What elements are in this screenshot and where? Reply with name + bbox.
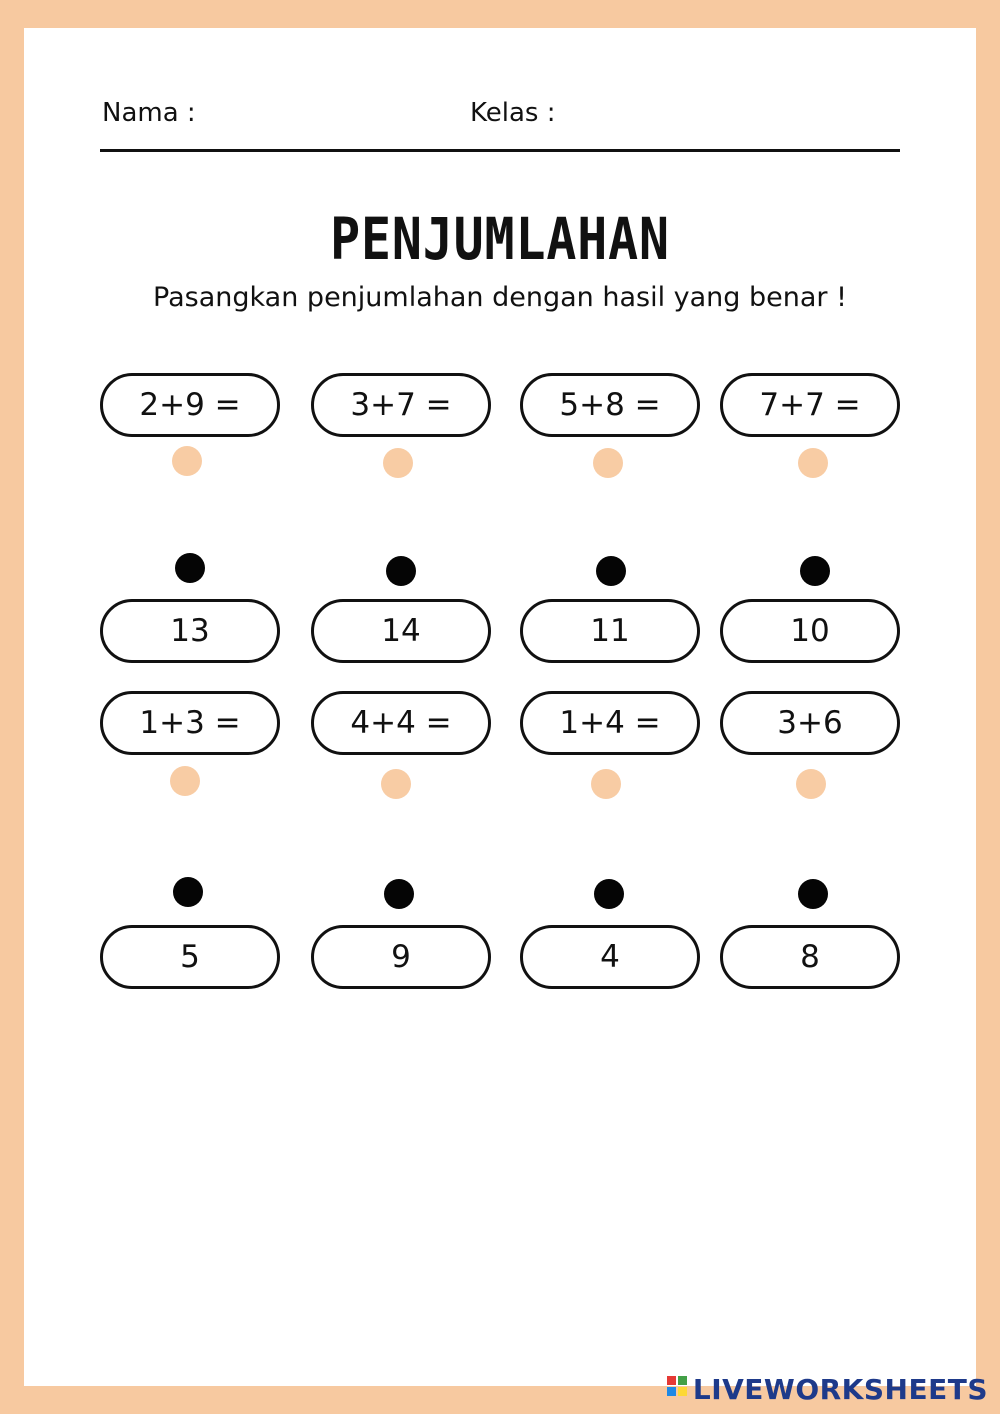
answer-box: 5 — [100, 925, 280, 989]
liveworksheets-mark-icon — [667, 1376, 689, 1402]
answer-match-dot[interactable] — [596, 556, 626, 586]
question-box: 1+4 = — [520, 691, 700, 755]
answer-match-dot[interactable] — [175, 553, 205, 583]
question-box: 5+8 = — [520, 373, 700, 437]
question-box: 4+4 = — [311, 691, 491, 755]
question-match-dot[interactable] — [381, 769, 411, 799]
answer-box: 11 — [520, 599, 700, 663]
answer-box: 14 — [311, 599, 491, 663]
answer-match-dot[interactable] — [594, 879, 624, 909]
answer-match-dot[interactable] — [173, 877, 203, 907]
liveworksheets-logo — [667, 1372, 988, 1406]
question-match-dot[interactable] — [383, 448, 413, 478]
question-box: 2+9 = — [100, 373, 280, 437]
answer-match-dot[interactable] — [798, 879, 828, 909]
question-match-dot[interactable] — [798, 448, 828, 478]
question-box: 3+6 — [720, 691, 900, 755]
answer-box: 4 — [520, 925, 700, 989]
question-match-dot[interactable] — [172, 446, 202, 476]
answer-match-dot[interactable] — [800, 556, 830, 586]
header-divider — [100, 149, 900, 152]
brand-name: LIVEWORKSHEETS — [692, 1372, 988, 1406]
question-match-dot[interactable] — [593, 448, 623, 478]
question-match-dot[interactable] — [591, 769, 621, 799]
answer-box: 9 — [311, 925, 491, 989]
answer-match-dot[interactable] — [384, 879, 414, 909]
answer-match-dot[interactable] — [386, 556, 416, 586]
answer-box: 13 — [100, 599, 280, 663]
class-label: Kelas : — [470, 98, 556, 128]
question-box: 3+7 = — [311, 373, 491, 437]
page-title: PENJUMLAHAN — [330, 205, 670, 273]
question-box: 1+3 = — [100, 691, 280, 755]
answer-box: 8 — [720, 925, 900, 989]
question-match-dot[interactable] — [170, 766, 200, 796]
question-box: 7+7 = — [720, 373, 900, 437]
answer-box: 10 — [720, 599, 900, 663]
name-label: Nama : — [102, 98, 196, 128]
question-match-dot[interactable] — [796, 769, 826, 799]
instruction-text: Pasangkan penjumlahan dengan hasil yang benar ! — [153, 282, 847, 313]
